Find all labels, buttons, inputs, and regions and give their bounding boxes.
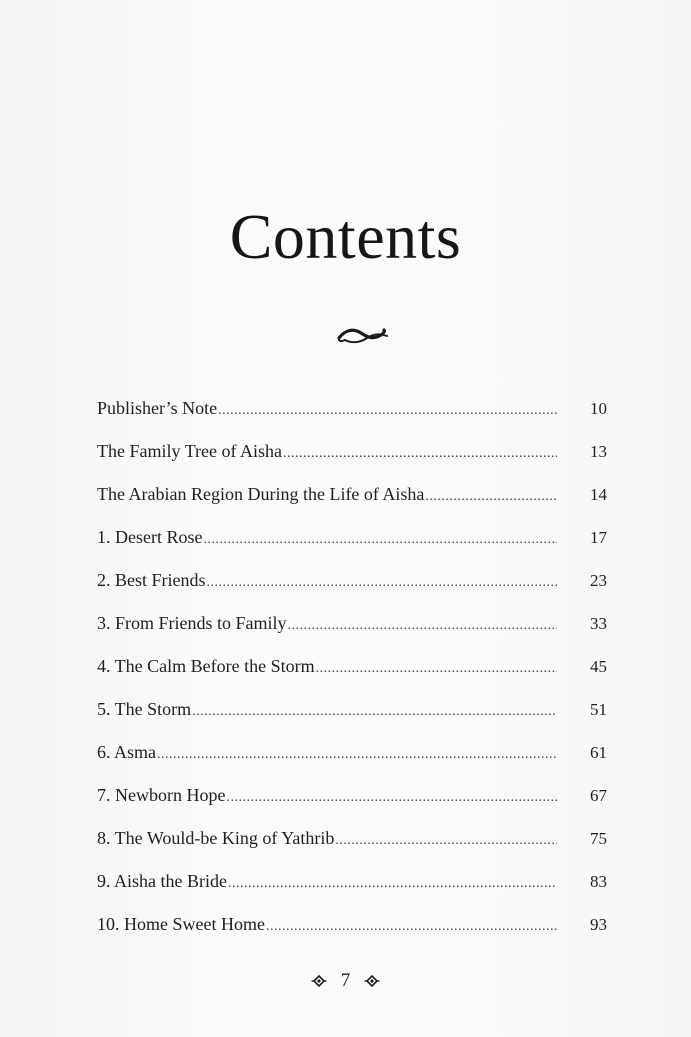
toc-entry-page-number: 14 <box>590 485 607 504</box>
dot-leader <box>335 833 557 849</box>
toc-entry-title: The Arabian Region During the Life of Aisha <box>97 484 425 504</box>
toc-entry-title: 9. Aisha the Bride <box>97 871 227 891</box>
toc-entry-title: 8. The Would-be King of Yathrib <box>97 828 335 848</box>
toc-entry-title: Publisher’s Note <box>97 398 218 418</box>
toc-entry-chapter-5[interactable] <box>97 699 607 742</box>
dot-leader <box>316 661 557 677</box>
toc-entry-page-number: 67 <box>590 786 607 805</box>
dot-leader <box>207 575 557 591</box>
toc-entry-title: 2. Best Friends <box>97 570 206 590</box>
toc-entry-title: 4. The Calm Before the Storm <box>97 656 315 676</box>
toc-entry-page-number: 83 <box>590 872 607 891</box>
toc-entry-chapter-4[interactable] <box>97 656 607 699</box>
toc-entry-page-number: 17 <box>590 528 607 547</box>
toc-entry-page-number: 13 <box>590 442 607 461</box>
toc-entry-chapter-8[interactable] <box>97 828 607 871</box>
toc-entry-chapter-2[interactable] <box>97 570 607 613</box>
dot-leader <box>203 532 557 548</box>
toc-entry-chapter-10[interactable] <box>97 914 607 957</box>
dot-leader <box>226 790 557 806</box>
toc-entry-page-number: 23 <box>590 571 607 590</box>
toc-entry-page-number: 51 <box>590 700 607 719</box>
toc-entry-title: 1. Desert Rose <box>97 527 203 547</box>
dot-leader <box>157 747 557 763</box>
diamond-flourish-icon <box>311 974 327 988</box>
swash-ornament-icon <box>335 322 391 348</box>
dot-leader <box>218 403 557 419</box>
toc-entry-page-number: 93 <box>590 915 607 934</box>
toc-entry-chapter-3[interactable] <box>97 613 607 656</box>
toc-entry-title: 10. Home Sweet Home <box>97 914 265 934</box>
toc-entry-title: 6. Asma <box>97 742 157 762</box>
toc-entry-chapter-6[interactable] <box>97 742 607 785</box>
page-title: Contents <box>229 201 462 272</box>
toc-entry-title: 7. Newborn Hope <box>97 785 226 805</box>
dot-leader <box>228 876 557 892</box>
toc-entry-page-number: 10 <box>590 399 607 418</box>
dot-leader <box>283 446 557 462</box>
page-number: 7 <box>340 970 351 991</box>
dot-leader <box>266 919 557 935</box>
toc-entry-page-number: 33 <box>590 614 607 633</box>
toc-entry-title: 5. The Storm <box>97 699 192 719</box>
diamond-flourish-icon <box>364 974 380 988</box>
table-of-contents <box>97 398 607 957</box>
toc-entry-title: The Family Tree of Aisha <box>97 441 282 461</box>
dot-leader <box>288 618 557 634</box>
toc-entry-chapter-1[interactable] <box>97 527 607 570</box>
toc-entry-family-tree[interactable] <box>97 441 607 484</box>
toc-entry-page-number: 45 <box>590 657 607 676</box>
toc-entry-page-number: 61 <box>590 743 607 762</box>
toc-entry-page-number: 75 <box>590 829 607 848</box>
page-footer <box>0 970 691 992</box>
dot-leader <box>192 704 557 720</box>
toc-entry-title: 3. From Friends to Family <box>97 613 287 633</box>
toc-entry-publishers-note[interactable] <box>97 398 607 441</box>
dot-leader <box>425 489 557 505</box>
toc-entry-chapter-7[interactable] <box>97 785 607 828</box>
toc-entry-arabian-region[interactable] <box>97 484 607 527</box>
toc-entry-chapter-9[interactable] <box>97 871 607 914</box>
